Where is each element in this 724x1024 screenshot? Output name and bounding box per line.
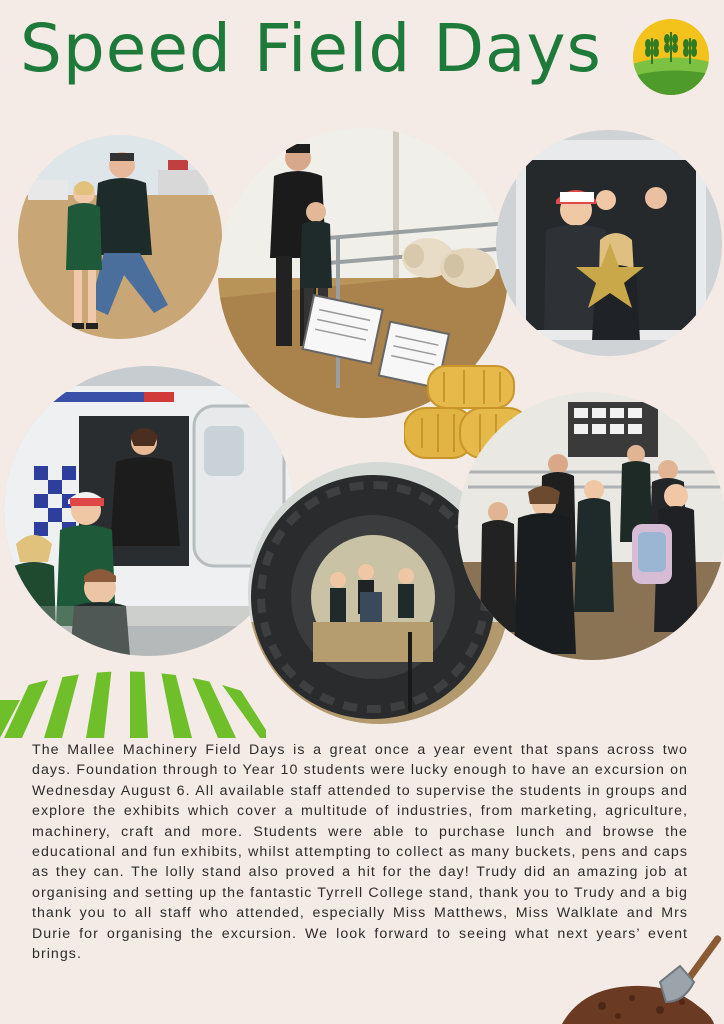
article-body: The Mallee Machinery Field Days is a great once a year event that spans across two days. Foundation through to Year 10 students were lucky enough to have an excursion on Wednesday August 6. All available staff attended to supervise the students in groups and explore the exhibits which cover a multitude of industries, from marketing, agriculture, machinery, craft and more. Students were able to purchase lunch and browse the educational and fun exhibits, whilst attempting to collect as many buckets, pens and caps as they can. The lolly stand also proved a hit for the day! Trudy did an amazing job at organising and setting up the fantastic Tyrrell College stand, thank you to Trudy and a big thank you to all staff who attended, especially Miss Matthews, Miss Walklate and Mrs Durie for organising the excursion. We look forward to seeing what next years’ event brings. (32, 742, 688, 963)
photo-student-with-man (18, 135, 222, 339)
page-title: Speed Field Days (20, 10, 602, 87)
shovel-soil-icon (562, 926, 724, 1024)
star-icon (574, 240, 646, 312)
crop-rows-icon (0, 660, 266, 738)
wheat-field-sun-icon (632, 18, 710, 96)
photo-exhibit-tent (458, 392, 724, 660)
